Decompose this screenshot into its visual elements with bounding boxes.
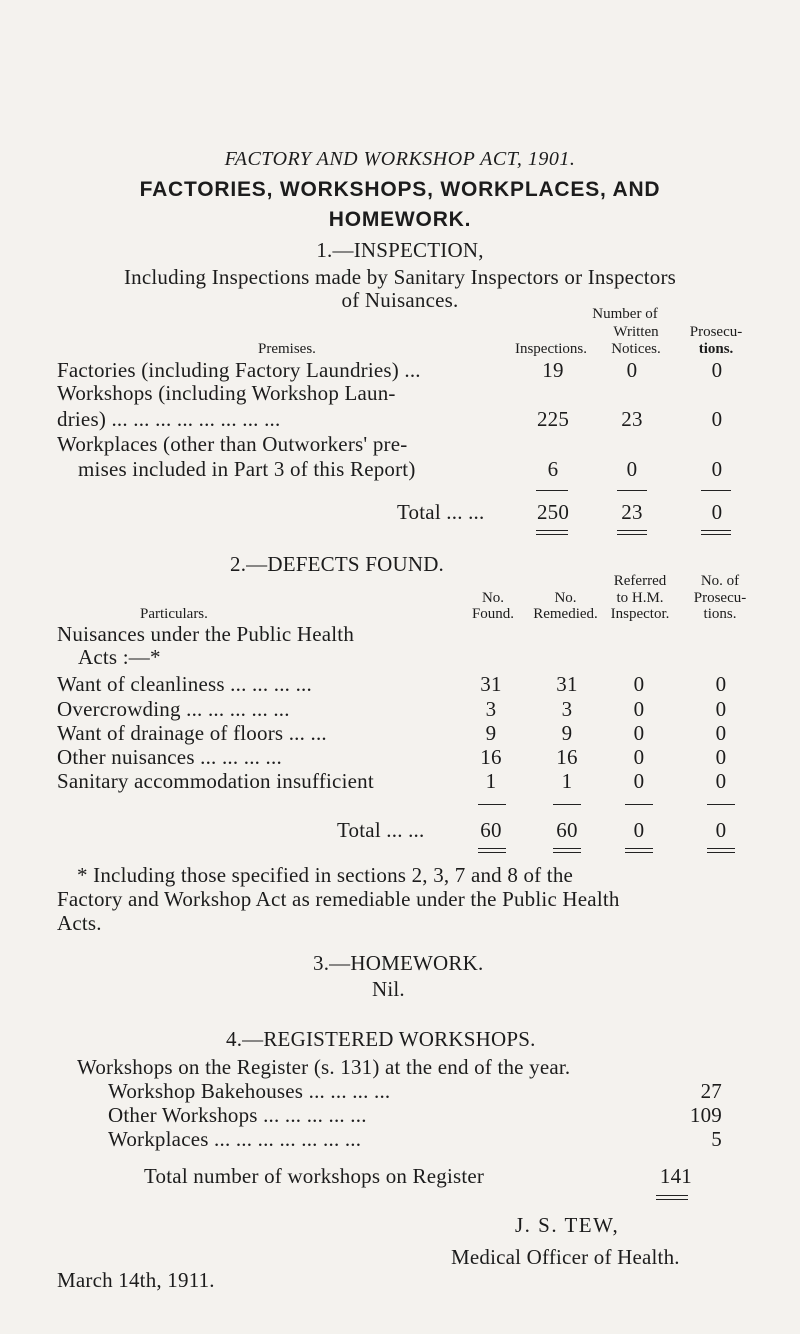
- group-label-cont: Acts :—*: [78, 645, 161, 669]
- inspection-row-notices: 0: [626, 457, 638, 481]
- signature-title: Medical Officer of Health.: [451, 1245, 680, 1269]
- footnote-line: Factory and Workshop Act as remediable under the Public Health: [57, 887, 620, 911]
- defect-row-found: 16: [480, 745, 502, 769]
- defect-row-label: Sanitary accommodation insufficient: [57, 769, 374, 793]
- col-header-tions: tions.: [698, 341, 734, 357]
- defect-row-prosecutions: 0: [715, 745, 727, 769]
- report-date: March 14th, 1911.: [57, 1268, 215, 1292]
- col-header-to-hm: to H.M.: [616, 590, 664, 606]
- col-header-remedied: Remedied.: [533, 606, 598, 622]
- defect-row-remedied: 9: [561, 721, 573, 745]
- defect-row-prosecutions: 0: [715, 769, 727, 793]
- col-header-inspector: Inspector.: [610, 606, 670, 622]
- col-header-prosecu: Prosecu-: [693, 590, 747, 606]
- section-3-heading: 3.—HOMEWORK.: [313, 951, 484, 975]
- inspection-row-notices: 23: [621, 407, 643, 431]
- group-label: Nuisances under the Public Health: [57, 622, 355, 646]
- register-intro: Workshops on the Register (s. 131) at the end of the year.: [77, 1055, 571, 1079]
- inspection-row-prosecutions: 0: [711, 457, 723, 481]
- col-header-written: Written: [613, 324, 659, 340]
- inspection-total-label: Total ... ...: [397, 500, 485, 524]
- rule: [625, 804, 653, 805]
- inspection-total-inspections: 250: [536, 500, 570, 524]
- defect-row-label: Want of cleanliness ... ... ... ...: [57, 672, 312, 696]
- defect-total-found: 60: [480, 818, 502, 842]
- rule: [553, 804, 581, 805]
- double-rule: [707, 848, 735, 853]
- defect-row-found: 1: [485, 769, 497, 793]
- register-row-value: 27: [700, 1079, 722, 1103]
- col-header-number-of: Number of: [592, 306, 658, 322]
- inspection-row-label-cont: mises included in Part 3 of this Report): [78, 457, 416, 481]
- signature-name: J. S. TEW,: [515, 1213, 620, 1237]
- register-row-label: Workplaces ... ... ... ... ... ... ...: [108, 1127, 362, 1151]
- rule: [478, 804, 506, 805]
- section-2-heading: 2.—DEFECTS FOUND.: [230, 552, 445, 576]
- inspection-row-inspections: 19: [542, 358, 564, 382]
- section-1-subtitle-2: of Nuisances.: [341, 288, 459, 312]
- inspection-row-label: Workshops (including Workshop Laun-: [57, 381, 396, 405]
- register-row-label: Workshop Bakehouses ... ... ... ...: [108, 1079, 391, 1103]
- register-row-label: Other Workshops ... ... ... ... ...: [108, 1103, 367, 1127]
- defect-row-referred: 0: [633, 697, 645, 721]
- section-4-heading: 4.—REGISTERED WORKSHOPS.: [226, 1027, 536, 1051]
- register-row-value: 109: [689, 1103, 722, 1127]
- col-header-referred: Referred: [613, 573, 667, 589]
- defect-row-referred: 0: [633, 745, 645, 769]
- defect-row-remedied: 16: [556, 745, 578, 769]
- register-total-label: Total number of workshops on Register: [144, 1164, 485, 1188]
- col-header-inspections: Inspections.: [514, 341, 588, 357]
- inspection-row-label-cont: dries) ... ... ... ... ... ... ... ...: [57, 407, 281, 431]
- footnote-line: Acts.: [57, 911, 102, 935]
- double-rule: [656, 1195, 688, 1200]
- footnote-line: * Including those specified in sections 2, 3, 7 and 8 of the: [77, 863, 574, 887]
- defect-row-remedied: 3: [561, 697, 573, 721]
- defect-row-remedied: 1: [561, 769, 573, 793]
- col-header-premises: Premises.: [258, 341, 316, 357]
- inspection-row-label: Factories (including Factory Laundries) ...: [57, 358, 421, 382]
- inspection-total-prosecutions: 0: [711, 500, 723, 524]
- col-header-particulars: Particulars.: [140, 606, 208, 622]
- defect-row-prosecutions: 0: [715, 721, 727, 745]
- running-title: FACTORY AND WORKSHOP ACT, 1901.: [224, 148, 576, 170]
- inspection-total-notices: 23: [621, 500, 643, 524]
- page-title-line-1: FACTORIES, WORKSHOPS, WORKPLACES, AND: [139, 178, 661, 201]
- inspection-row-inspections: 6: [547, 457, 559, 481]
- double-rule: [617, 530, 647, 535]
- inspection-row-prosecutions: 0: [711, 358, 723, 382]
- defect-row-found: 3: [485, 697, 497, 721]
- col-header-no: No.: [554, 590, 577, 606]
- col-header-prosecu: Prosecu-: [689, 324, 743, 340]
- rule: [701, 490, 731, 491]
- defect-row-label: Other nuisances ... ... ... ...: [57, 745, 282, 769]
- inspection-row-inspections: 225: [536, 407, 570, 431]
- defect-row-prosecutions: 0: [715, 672, 727, 696]
- page-title-line-2: HOMEWORK.: [328, 208, 472, 231]
- section-1-heading: 1.—INSPECTION,: [316, 238, 484, 262]
- inspection-row-prosecutions: 0: [711, 407, 723, 431]
- defect-row-label: Want of drainage of floors ... ...: [57, 721, 327, 745]
- defect-row-referred: 0: [633, 672, 645, 696]
- inspection-row-notices: 0: [626, 358, 638, 382]
- rule: [536, 490, 568, 491]
- col-header-notices: Notices.: [611, 341, 661, 357]
- rule: [617, 490, 647, 491]
- defect-row-remedied: 31: [556, 672, 578, 696]
- register-row-value: 5: [711, 1127, 722, 1151]
- defect-total-prosecutions: 0: [715, 818, 727, 842]
- col-header-tions: tions.: [703, 606, 737, 622]
- defect-row-referred: 0: [633, 721, 645, 745]
- homework-value: Nil.: [372, 977, 405, 1001]
- double-rule: [625, 848, 653, 853]
- defect-total-label: Total ... ...: [337, 818, 425, 842]
- defect-row-found: 31: [480, 672, 502, 696]
- col-header-no: No.: [481, 590, 505, 606]
- double-rule: [478, 848, 506, 853]
- col-header-no-of: No. of: [700, 573, 740, 589]
- col-header-found: Found.: [471, 606, 515, 622]
- double-rule: [536, 530, 568, 535]
- section-1-subtitle-1: Including Inspections made by Sanitary Inspectors or Inspectors: [123, 265, 677, 289]
- register-total-value: 141: [659, 1164, 692, 1188]
- defect-row-found: 9: [485, 721, 497, 745]
- defect-row-prosecutions: 0: [715, 697, 727, 721]
- defect-row-label: Overcrowding ... ... ... ... ...: [57, 697, 290, 721]
- inspection-row-label: Workplaces (other than Outworkers' pre-: [57, 432, 408, 456]
- defect-total-remedied: 60: [556, 818, 578, 842]
- double-rule: [553, 848, 581, 853]
- defect-total-referred: 0: [633, 818, 645, 842]
- defect-row-referred: 0: [633, 769, 645, 793]
- rule: [707, 804, 735, 805]
- double-rule: [701, 530, 731, 535]
